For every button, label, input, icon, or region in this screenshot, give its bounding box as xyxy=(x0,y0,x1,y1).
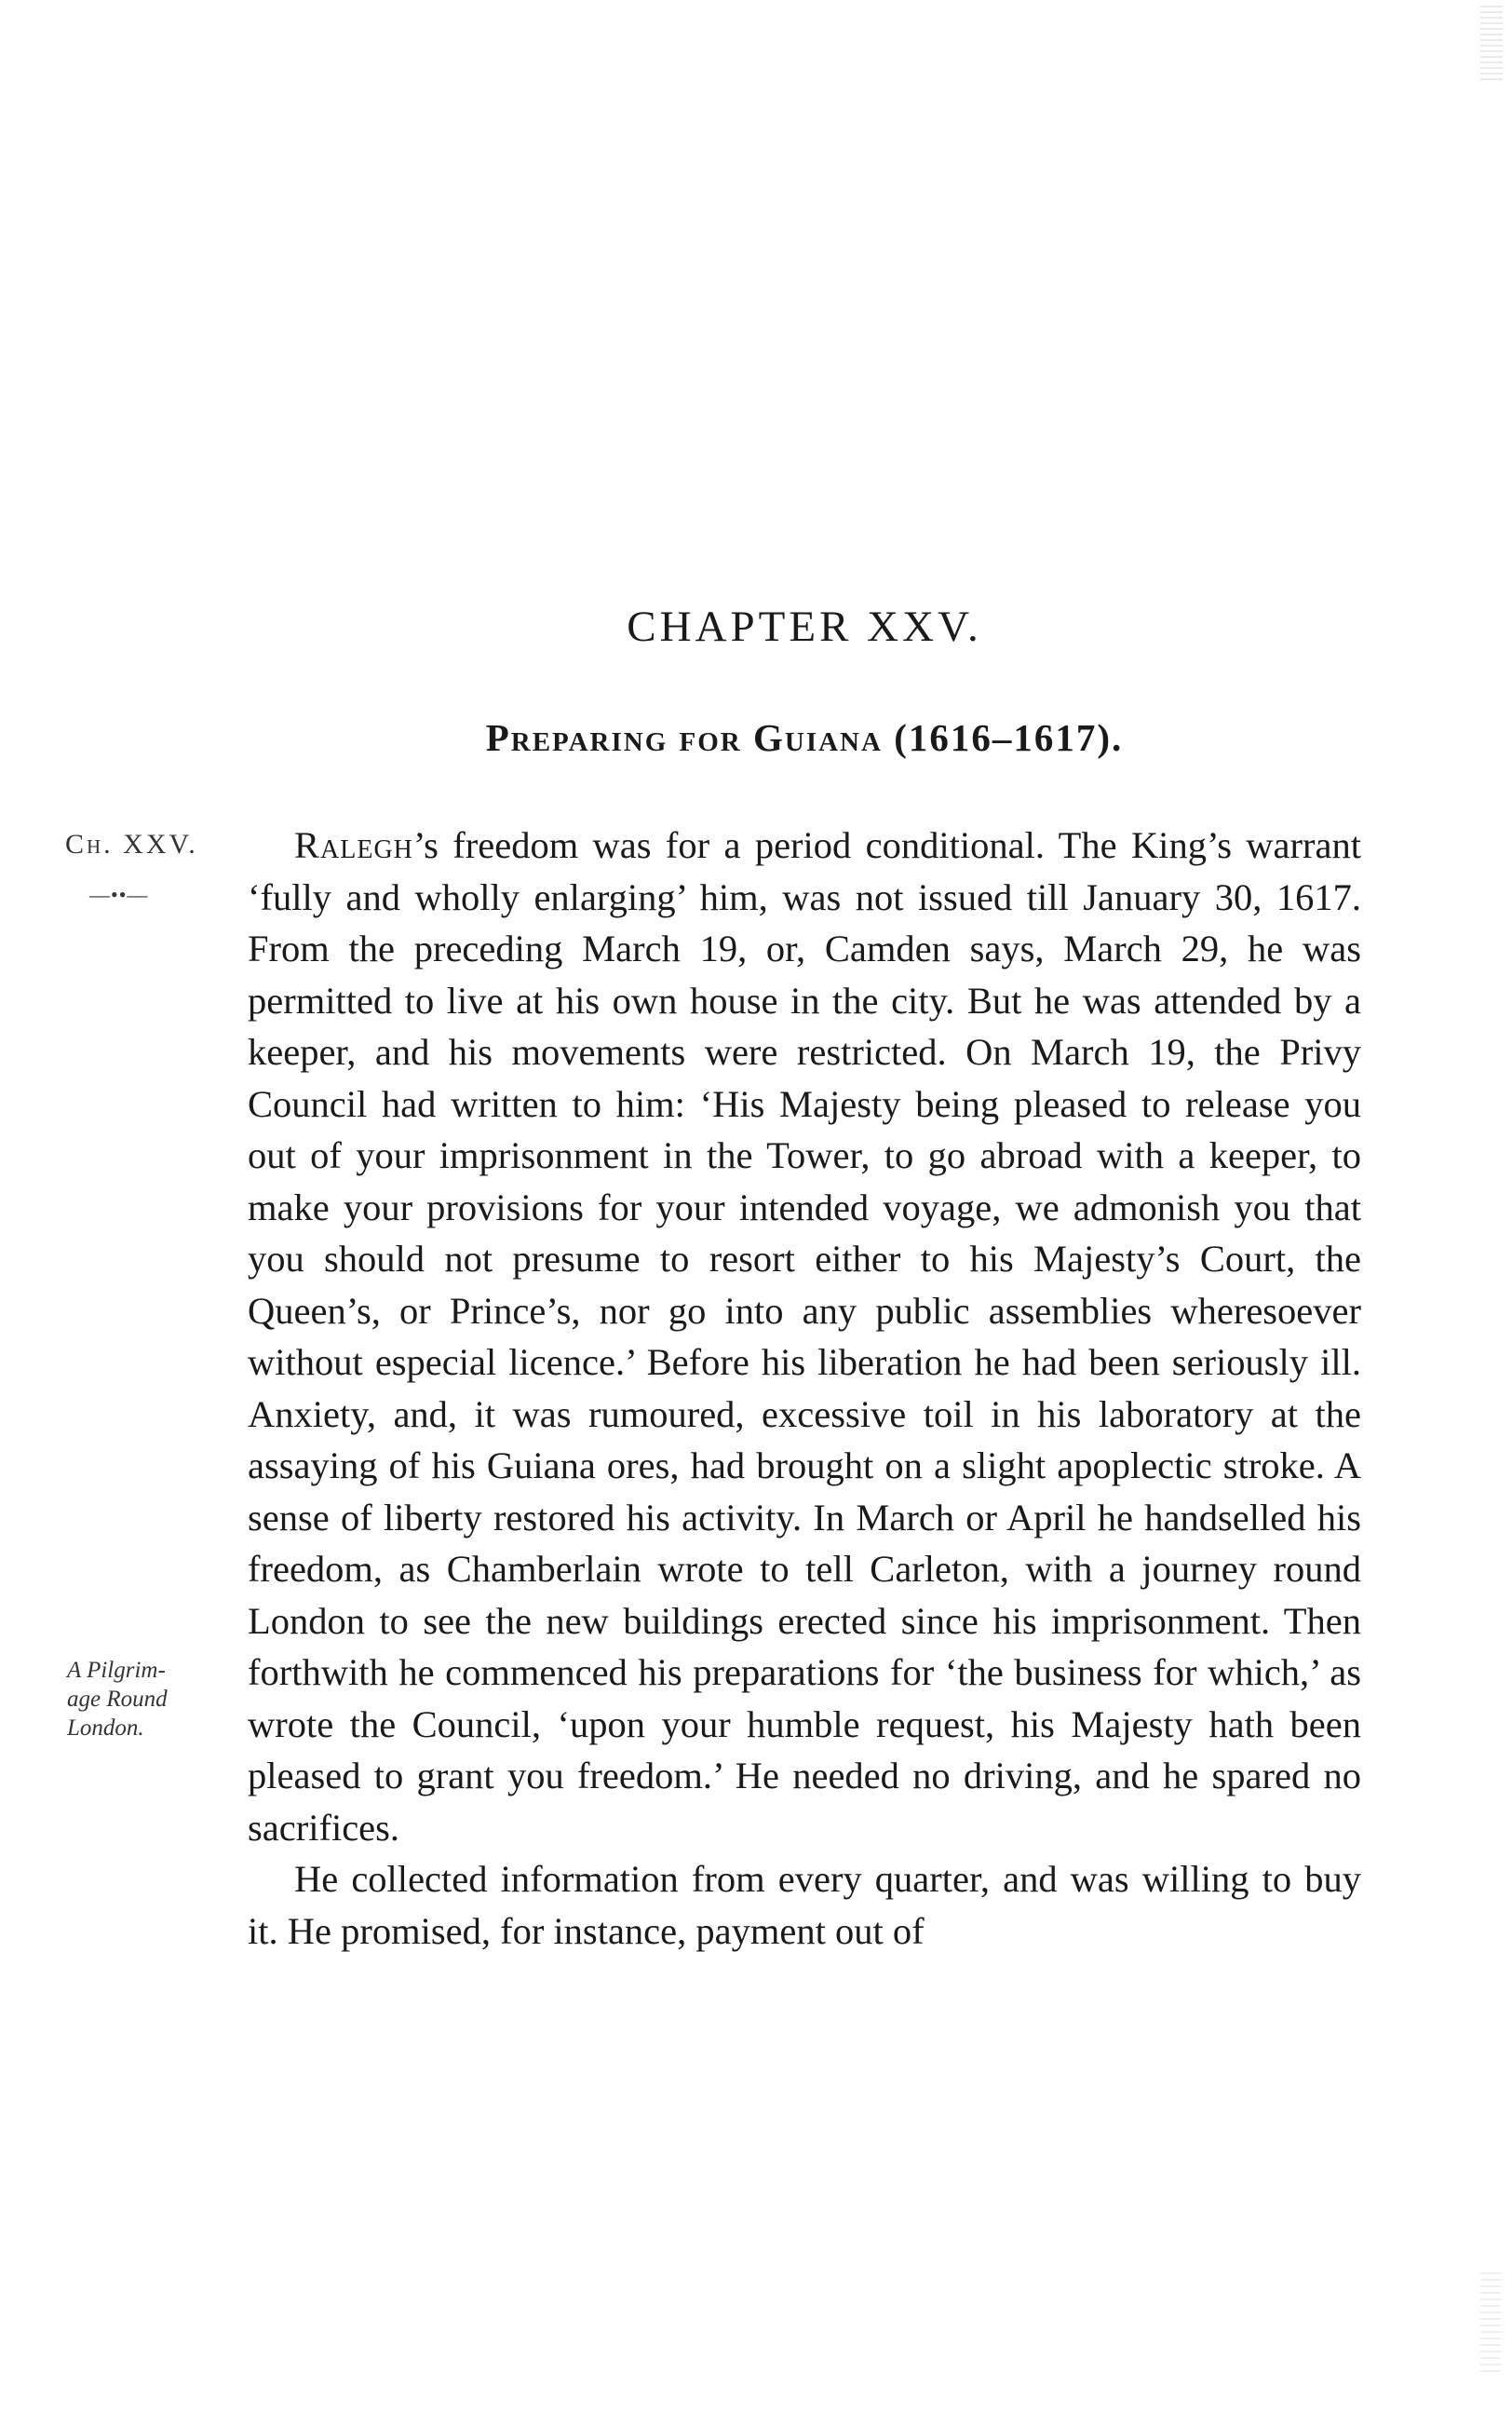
scan-edge-speckle xyxy=(1480,6,1503,80)
chapter-title: CHAPTER XXV. xyxy=(627,603,982,651)
margin-note xyxy=(67,1656,225,1742)
paragraph-1-text: ’s freedom was for a period conditional. The King’s warrant ‘fully and wholly enlarging’ him, was not issued till January 30, 1617. From the preceding March 19, or, Camden says, March 29, he was permitted to live at his own house in the city. But he was attended by a keeper, and his movements were restricted. On March 19, the Privy Council had written to him: ‘His Majesty being pleased to release you out of your imprisonment in the Tower, to go abroad with a keeper, to make your provisions for your intended voyage, we admonish you that you should not presume to resort either to his Majesty’s Court, the Queen’s, or Prince’s, nor go into any public assemblies wheresoever without especial licence.’ Before his liberation he had been seriously ill. Anxiety, and, it was rumoured, excessive toil in his laboratory at the assaying of his Guiana ores, had brought on a slight apoplectic stroke. A sense of liberty restored his activity. In March or April he handselled his freedom, as Chamberlain wrote to tell Carleton, with a journey round London to see the new buildings erected since his imprisonment. Then forthwith he commenced his preparations for ‘the business for which,’ as wrote the Council, ‘upon your humble request, his Majesty hath been pleased to grant you freedom.’ He needed no driving, and he spared no sacrifices. xyxy=(248,824,1361,1849)
paragraph-1-lead: Ralegh xyxy=(294,824,413,866)
margin-chapter-label: Ch. XXV. xyxy=(65,829,198,860)
chapter-subtitle: Preparing for Guiana (1616–1617). xyxy=(485,716,1124,759)
margin-note-line: London. xyxy=(67,1715,144,1741)
paragraph-2: He collected information from every quarter, and was willing to buy it. He promised, for instance, payment out of xyxy=(248,1858,1361,1952)
margin-note-line: age Round xyxy=(67,1687,168,1712)
margin-note-line: A Pilgrim- xyxy=(67,1658,166,1683)
body-text xyxy=(248,820,1361,1957)
paragraph-1 xyxy=(248,820,1361,1853)
margin-ornament: —••— xyxy=(89,883,149,906)
scan-edge-speckle-bottom xyxy=(1480,2272,1501,2375)
